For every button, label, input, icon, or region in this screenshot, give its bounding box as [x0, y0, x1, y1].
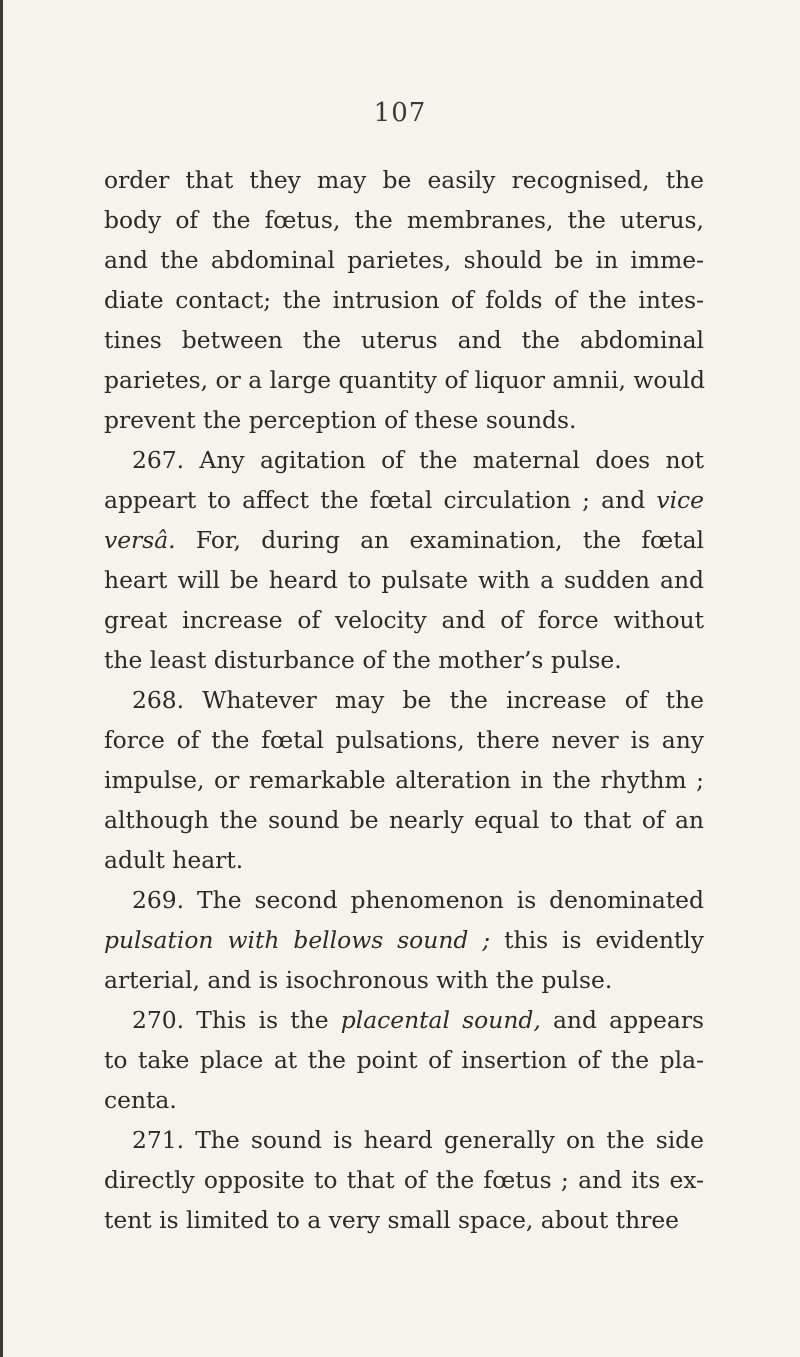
italic-run: vice	[656, 486, 704, 514]
text-line	[104, 520, 704, 560]
text-run: the least disturbance of the mother’s pulse.	[104, 646, 622, 674]
text-line	[104, 480, 704, 520]
text-run: heart will be heard to pulsate with a sudden and	[104, 566, 704, 594]
paragraph	[104, 880, 704, 1000]
text-run: arterial, and is isochronous with the pulse.	[104, 966, 613, 994]
text-run: this is evidently	[490, 926, 704, 954]
text-line	[104, 600, 704, 640]
text-line	[104, 760, 704, 800]
text-run: 269. The second phenomenon is denominated	[132, 886, 704, 914]
text-run: diate contact; the intrusion of folds of the intes-	[104, 286, 704, 314]
paragraph	[104, 1120, 704, 1240]
text-run: For, during an examination, the fœtal	[175, 526, 704, 554]
paragraph	[104, 440, 704, 680]
text-run: appeart to affect the fœtal circulation ; and	[104, 486, 657, 514]
text-run: prevent the perception of these sounds.	[104, 406, 577, 434]
text-line	[104, 1040, 704, 1080]
text-run: directly opposite to that of the fœtus ; and its ex-	[104, 1166, 704, 1194]
paragraph	[104, 1000, 704, 1120]
paragraph	[104, 160, 704, 440]
text-line	[104, 680, 704, 720]
text-line	[104, 1160, 704, 1200]
text-run: impulse, or remarkable alteration in the rhythm ;	[104, 766, 704, 794]
text-line	[104, 400, 704, 440]
text-line	[104, 160, 704, 200]
text-line	[104, 640, 704, 680]
text-run: to take place at the point of insertion of the pla-	[104, 1046, 704, 1074]
text-line	[104, 1080, 704, 1120]
text-run: although the sound be nearly equal to that of an	[104, 806, 704, 834]
text-run: force of the fœtal pulsations, there never is any	[104, 726, 704, 754]
text-run: tines between the uterus and the abdominal	[104, 326, 704, 354]
text-run: order that they may be easily recognised, the	[104, 166, 704, 194]
italic-run: versâ.	[104, 526, 176, 554]
text-run: great increase of velocity and of force without	[104, 606, 704, 634]
text-run: and the abdominal parietes, should be in imme-	[104, 246, 704, 274]
text-line	[104, 200, 704, 240]
text-line	[104, 560, 704, 600]
text-line	[104, 800, 704, 840]
text-run: tent is limited to a very small space, about three	[104, 1206, 680, 1234]
text-line	[104, 1200, 704, 1240]
page-number: 107	[373, 98, 427, 128]
italic-run: placental sound,	[340, 1006, 541, 1034]
text-line	[104, 1000, 704, 1040]
text-run: 268. Whatever may be the increase of the	[132, 686, 704, 714]
page-edge	[0, 0, 3, 1357]
text-run: 267. Any agitation of the maternal does not	[132, 446, 704, 474]
text-run: 271. The sound is heard generally on the side	[132, 1126, 704, 1154]
text-line	[104, 920, 704, 960]
text-run: body of the fœtus, the membranes, the uterus,	[104, 206, 704, 234]
text-line	[104, 880, 704, 920]
text-line	[104, 1120, 704, 1160]
text-run: parietes, or a large quantity of liquor amnii, would	[104, 366, 705, 394]
text-line	[104, 240, 704, 280]
text-line	[104, 840, 704, 880]
text-run: centa.	[104, 1086, 177, 1114]
text-line	[104, 440, 704, 480]
paragraph	[104, 680, 704, 880]
body-text	[104, 160, 704, 1240]
text-line	[104, 720, 704, 760]
text-line	[104, 320, 704, 360]
text-run: and appears	[540, 1006, 705, 1034]
text-line	[104, 280, 704, 320]
text-run: adult heart.	[104, 846, 244, 874]
text-run: 270. This is the	[132, 1006, 341, 1034]
text-line	[104, 960, 704, 1000]
text-line	[104, 360, 704, 400]
italic-run: pulsation with bellows sound ;	[104, 926, 491, 954]
